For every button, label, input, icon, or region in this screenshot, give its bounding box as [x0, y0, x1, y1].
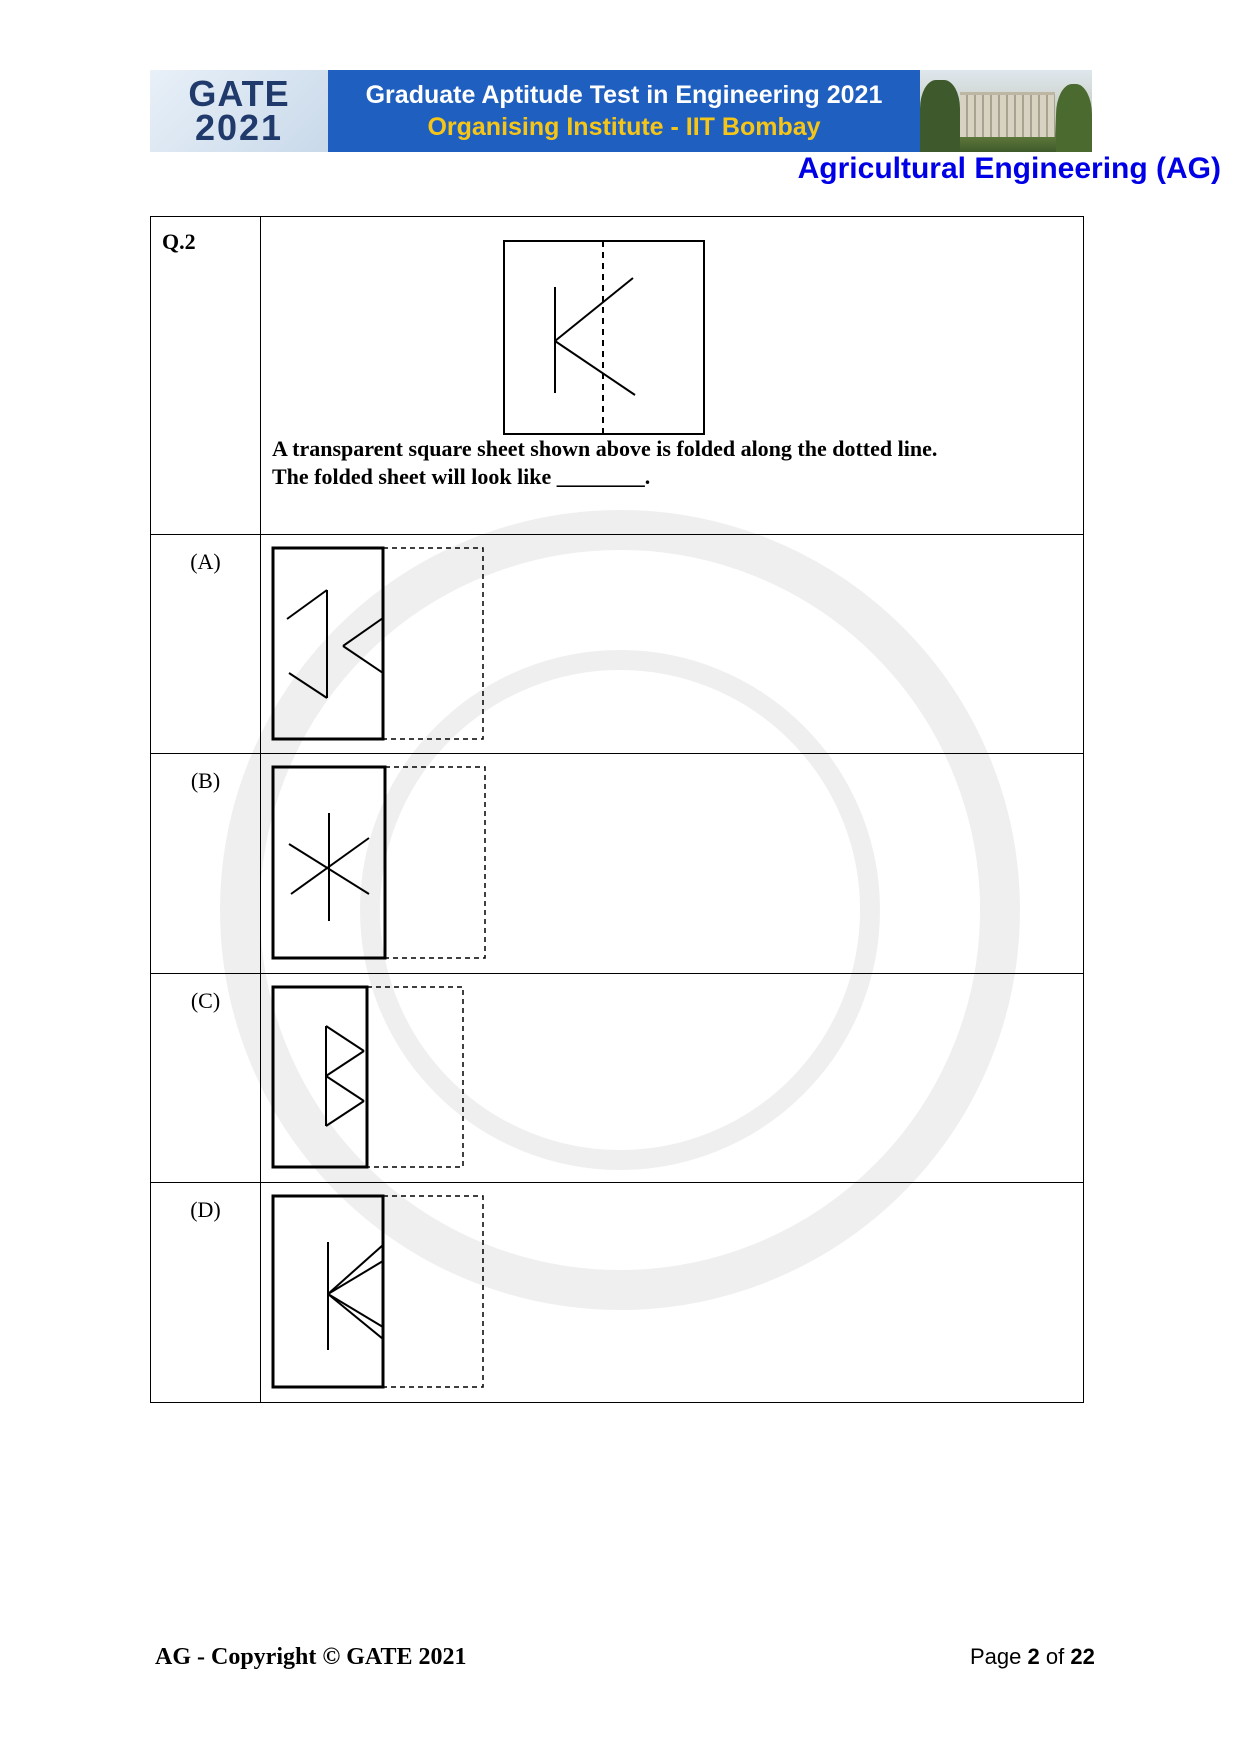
header-banner	[150, 70, 1092, 152]
banner-title: Graduate Aptitude Test in Engineering 2021	[365, 81, 883, 109]
question-text-line1: A transparent square sheet shown above is folded along the dotted line.	[272, 436, 938, 461]
option-figure-a[interactable]	[261, 535, 1085, 753]
option-label-b[interactable]: (B)	[190, 768, 221, 793]
k-upper-arm	[555, 278, 633, 341]
gate-logo	[150, 70, 328, 152]
logo-line2: 2021	[194, 107, 284, 148]
unfolded-half	[367, 987, 463, 1167]
unfolded-half	[385, 767, 485, 958]
unfolded-half	[383, 1196, 483, 1387]
footer-copyright: AG - Copyright © GATE 2021	[155, 1644, 467, 1670]
question-row	[151, 217, 1084, 535]
page-prefix: Page	[970, 1644, 1022, 1669]
subject-title: Agricultural Engineering (AG)	[797, 152, 1221, 185]
campus-photo	[920, 70, 1092, 152]
question-number: Q.2	[162, 229, 196, 254]
option-row-c	[151, 974, 1084, 1183]
option-label-c[interactable]: (C)	[190, 988, 221, 1013]
option-figure-c[interactable]	[261, 974, 1085, 1182]
page-current: 2	[1027, 1644, 1040, 1669]
question-figure	[261, 217, 1085, 435]
option-row-a	[151, 535, 1084, 754]
question-table	[150, 216, 1084, 1403]
option-figure-b[interactable]	[261, 754, 1085, 972]
k-lower-arm	[555, 341, 635, 395]
page-total: 22	[1070, 1644, 1095, 1669]
option-figure-d[interactable]	[261, 1183, 1085, 1401]
banner-subtitle: Organising Institute - IIT Bombay	[427, 113, 821, 141]
banner-text	[328, 70, 920, 152]
page-of: of	[1045, 1644, 1065, 1669]
option-row-d	[151, 1183, 1084, 1403]
sheet-square	[504, 241, 704, 434]
logo-line1: GATE	[188, 72, 290, 114]
unfolded-half	[383, 548, 483, 739]
question-text-line2: The folded sheet will look like ________.	[272, 464, 651, 489]
option-row-b	[151, 754, 1084, 974]
folded-half	[273, 987, 367, 1167]
page-indicator	[970, 1644, 1095, 1670]
option-label-a[interactable]: (A)	[190, 549, 221, 574]
option-label-d[interactable]: (D)	[190, 1197, 221, 1222]
